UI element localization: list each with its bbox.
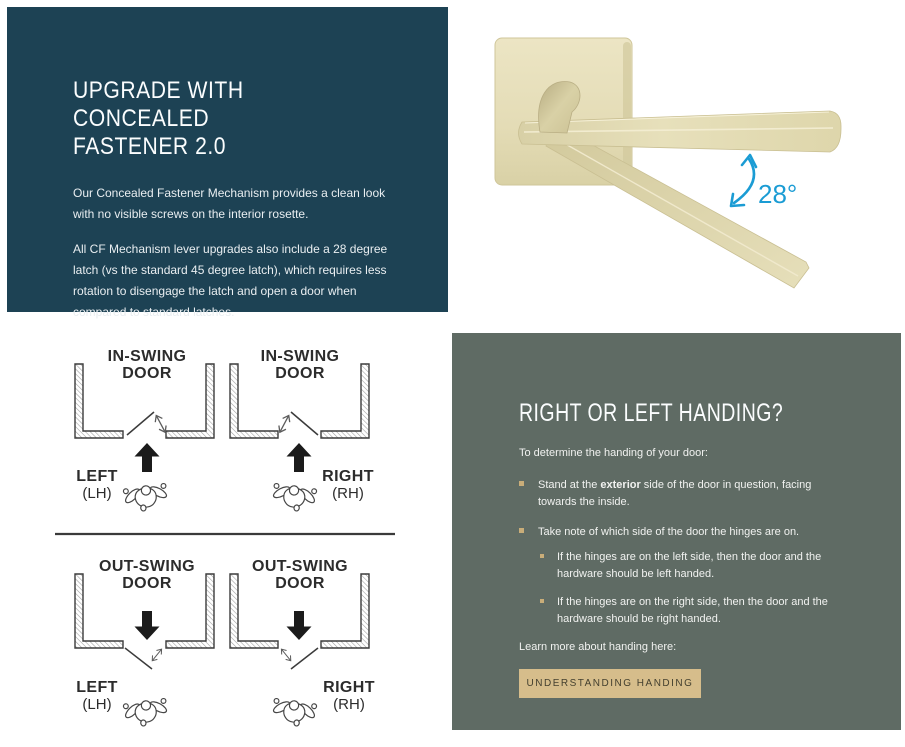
lever-figure (452, 0, 905, 325)
upgrade-paragraph-1: Our Concealed Fastener Mechanism provides a clean look with no visible screws on the interior rosette. (73, 186, 386, 221)
cell-title-line2: DOOR (275, 365, 325, 382)
cell-title-line1: OUT-SWING (98, 558, 196, 575)
hand-abbr: (LH) (82, 485, 112, 502)
swing-cell-inswing-right (230, 348, 374, 514)
approach-arrow-down (287, 611, 312, 640)
cell-title-line1: IN-SWING (260, 348, 340, 365)
understanding-handing-button[interactable]: UNDERSTANDING HANDING (519, 669, 701, 698)
hand-label: LEFT (76, 468, 118, 485)
cell-title-line2: DOOR (275, 575, 325, 592)
sub-bullet-right-hinges (540, 594, 840, 628)
rosette-edge-shade (623, 42, 631, 182)
handing-bullet-list (519, 477, 846, 628)
swing-cell-inswing-left (75, 348, 214, 514)
bullet-square-icon (540, 599, 544, 603)
bullet-stand-exterior (519, 477, 840, 511)
person-icon (270, 483, 318, 514)
cell-title-line1: OUT-SWING (251, 558, 349, 575)
hand-abbr: (RH) (333, 696, 365, 713)
bullet-text-post: side of the door in question, facing towards the inside. (538, 478, 812, 508)
angle-annotation (731, 155, 756, 206)
angle-label: 28° (758, 179, 798, 209)
bullet-hinge-side (519, 524, 840, 628)
approach-arrow-down (135, 611, 160, 640)
cell-title-line2: DOOR (122, 365, 172, 382)
hand-abbr: (LH) (82, 696, 112, 713)
sub-bullet-left-hinges (540, 549, 840, 583)
handing-heading: RIGHT OR LEFT HANDING? (519, 399, 784, 427)
upgrade-heading (73, 77, 366, 161)
handing-intro: To determine the handing of your door: (519, 447, 708, 459)
bullet-text-bold: exterior (600, 478, 641, 491)
person-icon (122, 483, 170, 514)
bullet-square-icon (540, 554, 544, 558)
swing-cell-outswing-left (75, 558, 214, 729)
door-leaf (291, 412, 318, 435)
upgrade-paragraph-2: All CF Mechanism lever upgrades also include a 28 degree latch (vs the standard 45 degree latch), which requires less rotation to disengage the latch and open a door when compared to standard latches. (73, 242, 388, 319)
cell-title-line2: DOOR (122, 575, 172, 592)
swing-direction-arrow (276, 414, 292, 435)
door-swing-diagram (0, 320, 452, 747)
hand-label: LEFT (76, 679, 118, 696)
swing-cell-outswing-right (230, 558, 375, 729)
bullet-text-pre: Stand at the (538, 478, 601, 491)
swing-direction-arrow (279, 647, 293, 662)
door-leaf (291, 648, 318, 669)
sub-bullet-text: If the hinges are on the left side, then the door and the hardware should be left handed. (557, 550, 822, 580)
upgrade-heading-line1: UPGRADE WITH CONCEALED (73, 77, 244, 132)
hand-label: RIGHT (322, 468, 374, 485)
upgrade-heading-line2: FASTENER 2.0 (73, 133, 227, 160)
handing-outro: Learn more about handing here: (519, 640, 677, 653)
sub-bullet-text: If the hinges are on the right side, then the door and the hardware should be right handed. (557, 595, 828, 625)
handing-sub-list (540, 549, 840, 628)
lever-illustration (452, 0, 905, 325)
bullet-square-icon (519, 481, 524, 486)
swing-direction-arrow (150, 647, 164, 662)
person-icon (270, 698, 318, 729)
door-leaf (127, 412, 154, 435)
person-icon (122, 698, 170, 729)
hand-abbr: (RH) (332, 485, 364, 502)
bullet-text: Take note of which side of the door the hinges are on. (538, 525, 800, 538)
hand-label: RIGHT (323, 679, 375, 696)
approach-arrow-up (287, 443, 312, 472)
bullet-square-icon (519, 528, 524, 533)
cell-title-line1: IN-SWING (107, 348, 187, 365)
handing-panel (452, 333, 901, 730)
upgrade-panel (7, 7, 448, 319)
door-leaf (125, 648, 152, 669)
approach-arrow-up (135, 443, 160, 472)
swing-diagram-svg (0, 320, 452, 747)
